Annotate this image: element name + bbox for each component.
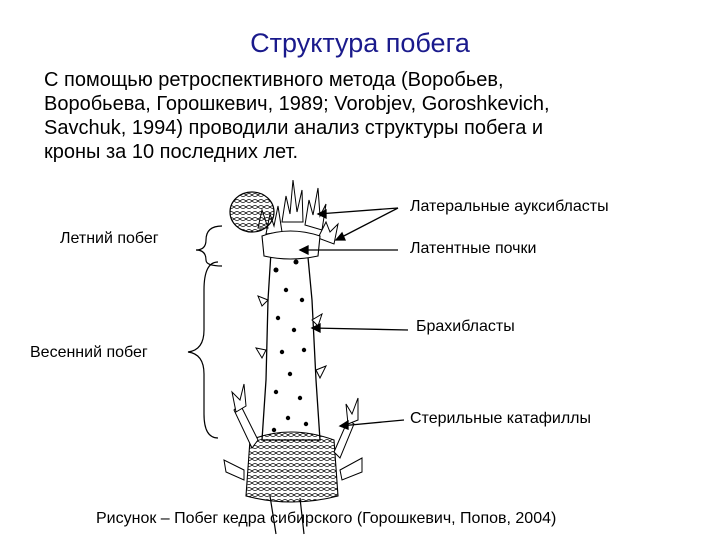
label-brachyblasts: Брахибласты	[416, 318, 515, 335]
intro-line: кроны за 10 последних лет.	[44, 141, 299, 163]
label-spring-shoot: Весенний побег	[30, 344, 148, 361]
shoot-stem	[246, 231, 338, 534]
intro-line: Воробьева, Горошкевич, 1989; Vorobjev, Goroshkevich,	[44, 93, 550, 115]
intro-line: Savchuk, 1994) проводили анализ структуры побега и	[44, 117, 544, 139]
cone-icon	[230, 192, 274, 232]
bracket-spring	[188, 262, 218, 438]
label-latent-buds: Латентные почки	[410, 240, 537, 257]
label-summer-shoot: Летний побег	[60, 230, 159, 247]
intro-line: С помощью ретроспективного метода (Воробьев,	[44, 69, 504, 91]
bracket-summer	[196, 226, 222, 266]
slide-title: Структура побега	[250, 28, 470, 58]
figure-caption: Рисунок – Побег кедра сибирского (Горошкевич, Попов, 2004)	[96, 510, 557, 527]
label-sterile-cataphylls: Стерильные катафиллы	[410, 410, 592, 427]
label-lateral-auxiblasts: Латеральные ауксибласты	[410, 198, 609, 215]
